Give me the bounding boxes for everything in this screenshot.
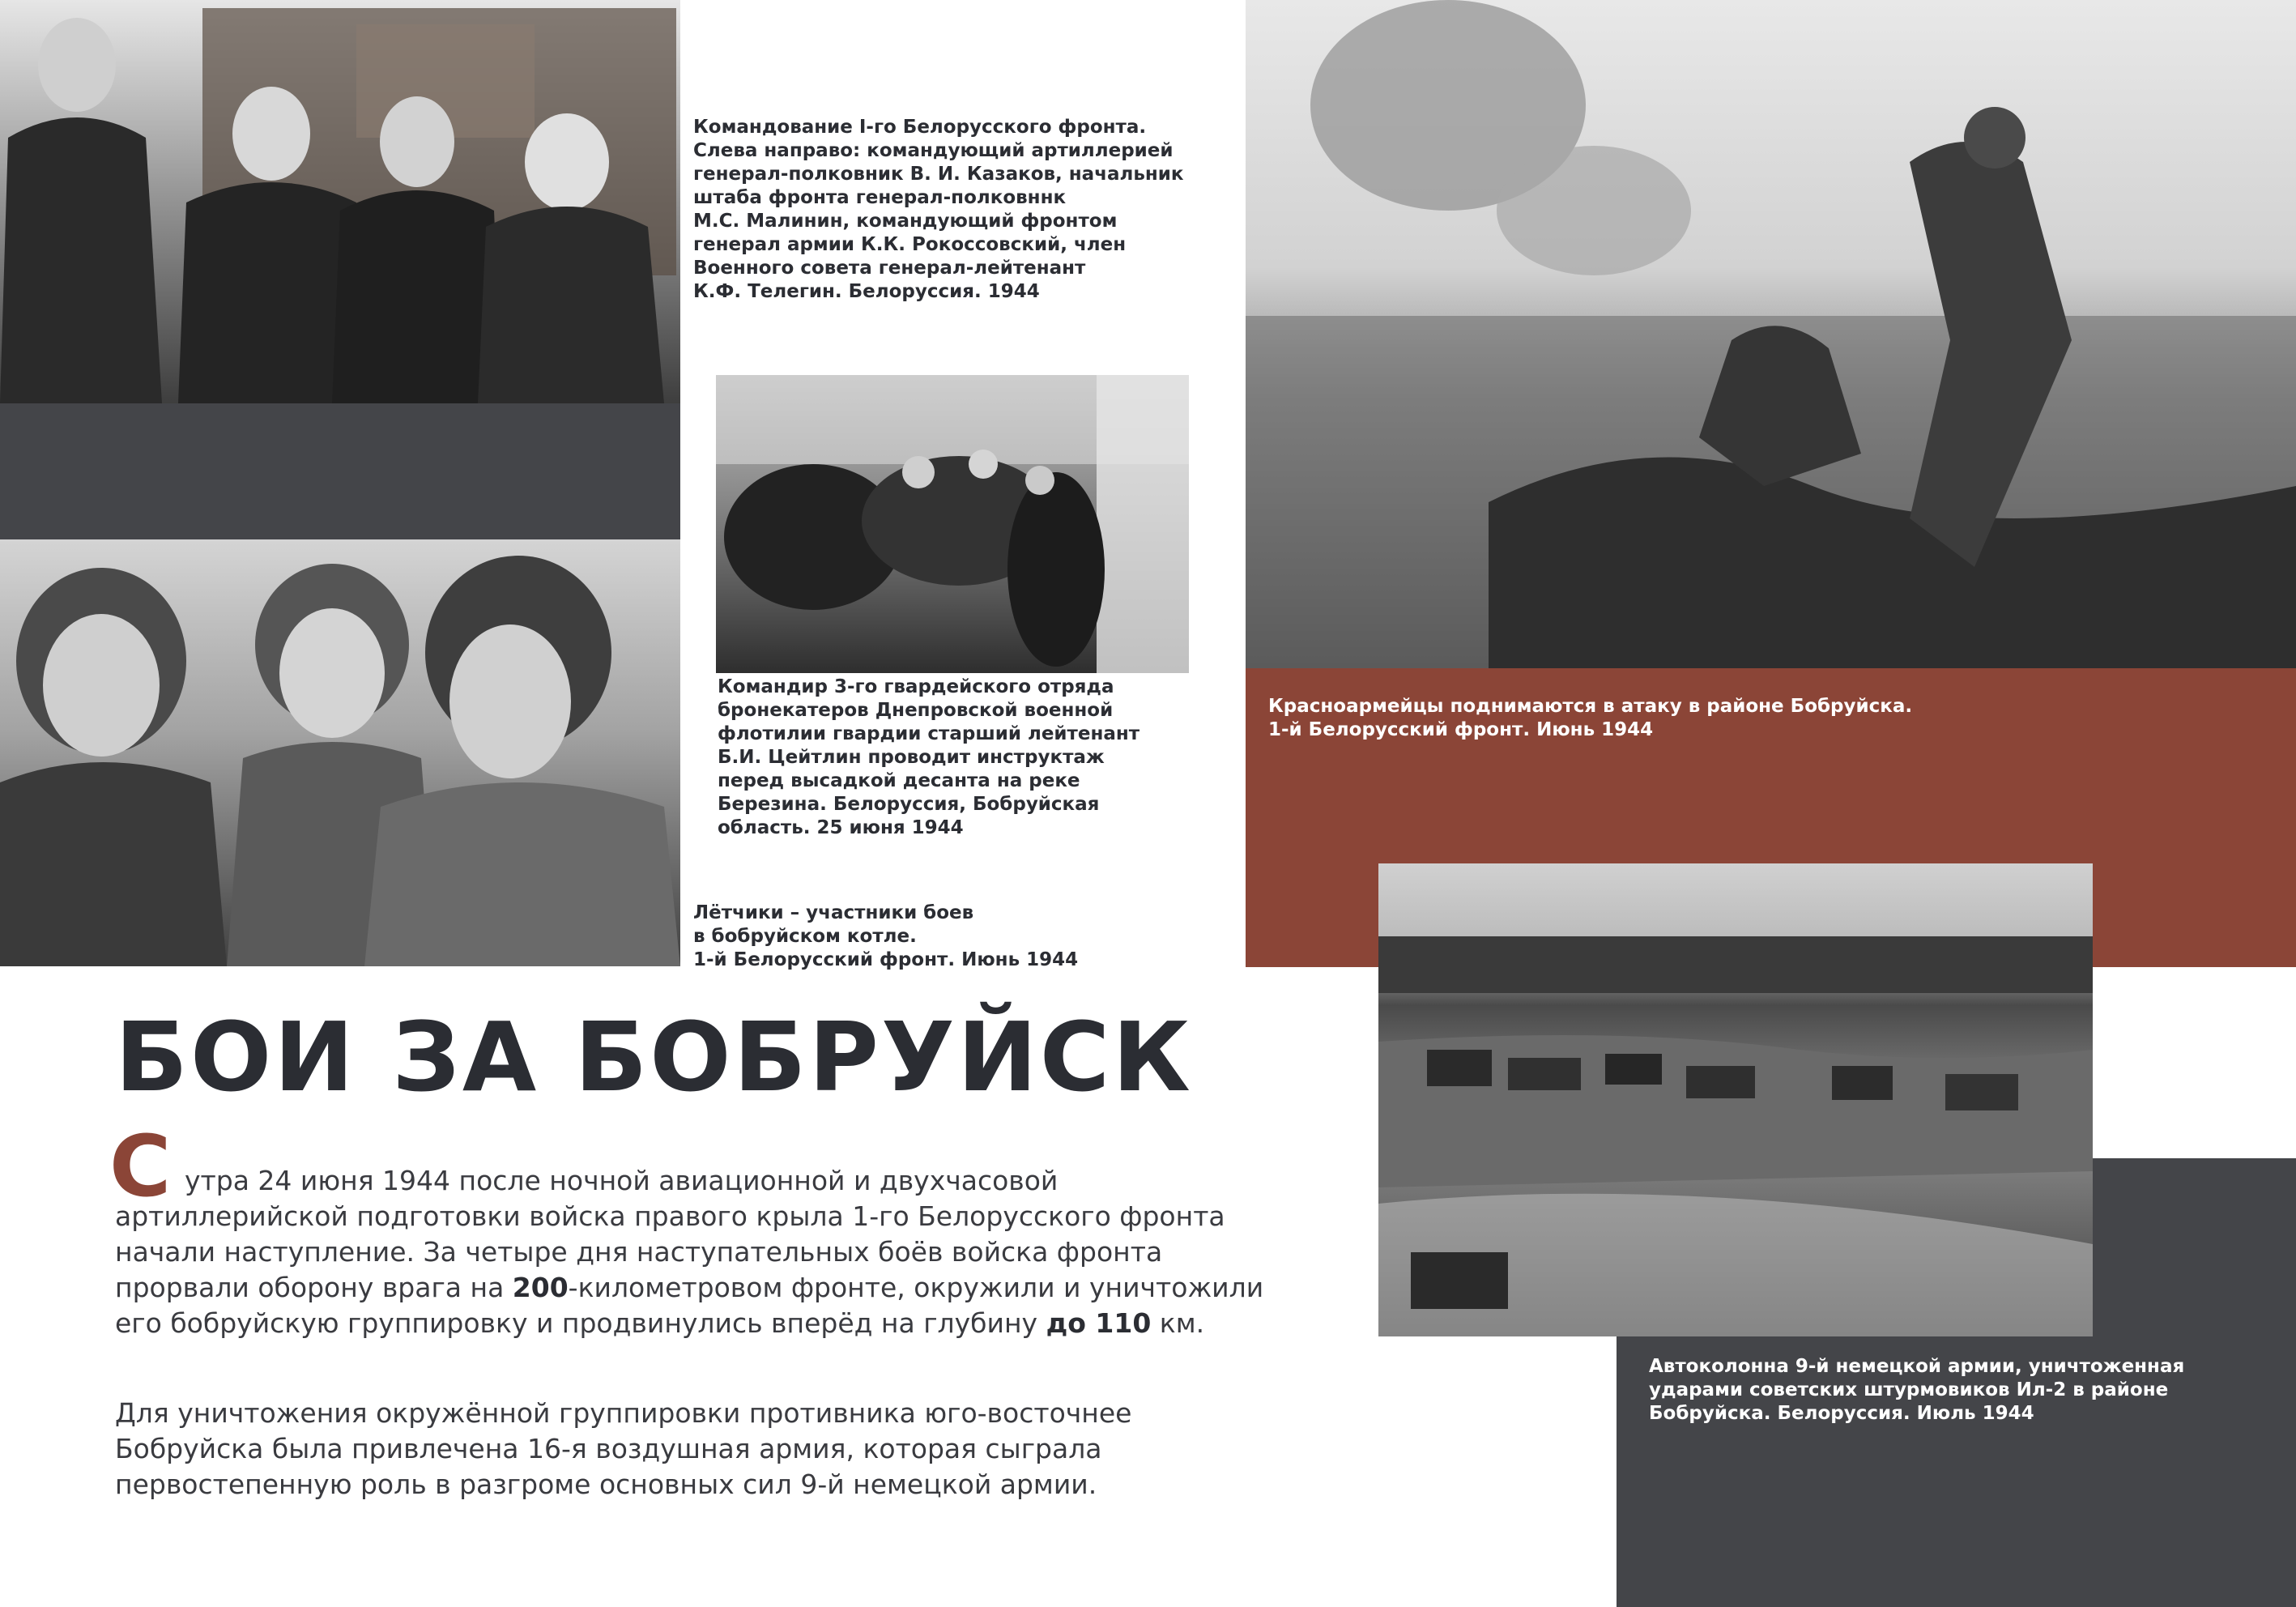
pilots-photo (0, 539, 680, 966)
commanders-photo (0, 0, 680, 403)
body-p1-part-b: -километровом фронте, окружили и уничтожили его бобруйскую группировку и продвинулись вперёд на глубину (115, 1272, 1264, 1339)
convoy-photo (1378, 863, 2093, 1336)
briefing-caption: Командир 3-го гвардейского отряда бронекатеров Днепровской военной флотилии гвардии старший лейтенант Б.И. Цейтлин проводит инструктаж перед высадкой десанта на реке Березина. Белоруссия, Бобруйская область. 25 июня 1944 (718, 676, 1140, 838)
body-paragraph-1 (115, 1163, 1265, 1341)
attack-caption: Красноармейцы поднимаются в атаку в районе Бобруйска. 1-й Белорусский фронт. Июнь 1944 (1268, 696, 1913, 740)
briefing-photo (716, 375, 1189, 673)
body-p1-part-a: утра 24 июня 1944 после ночной авиационной и двухчасовой артиллерийской подготовки войска правого крыла 1-го Белорусского фронта начали наступление. За четыре дня наступательных боёв войска фронта прорвали оборону врага на (115, 1165, 1225, 1303)
body-p1-part-c: км. (1151, 1307, 1205, 1339)
dark-band-left (0, 403, 680, 539)
commanders-caption: Командование I-го Белорусского фронта. Слева направо: командующий артиллерией генерал-полковник В. И. Казаков, начальник штаба фронта генерал-полковннк М.С. Малинин, командующий фронтом генерал армии К.К. Рокоссовский, член Военного совета генерал-лейтенант К.Ф. Телегин. Белоруссия. 1944 (693, 117, 1184, 302)
drop-cap: С (109, 1117, 172, 1216)
body-p1-number-200: 200 (512, 1272, 569, 1303)
body-paragraph-2: Для уничтожения окружённой группировки противника юго-восточнее Бобруйска была привлечена 16-я воздушная армия, которая сыграла первостепенную роль в разгроме основных сил 9-й немецкой армии. (115, 1397, 1132, 1500)
body-p1-number-110: до 110 (1046, 1307, 1152, 1339)
convoy-caption: Автоколонна 9-й немецкой армии, уничтоженная ударами советских штурмовиков Ил-2 в районе Бобруйска. Белоруссия. Июль 1944 (1649, 1356, 2185, 1424)
page-title: БОИ ЗА БОБРУЙСК (115, 1001, 1193, 1113)
pilots-caption: Лётчики – участники боев в бобруйском котле. 1-й Белорусский фронт. Июнь 1944 (693, 902, 1079, 970)
attack-photo (1246, 0, 2296, 668)
